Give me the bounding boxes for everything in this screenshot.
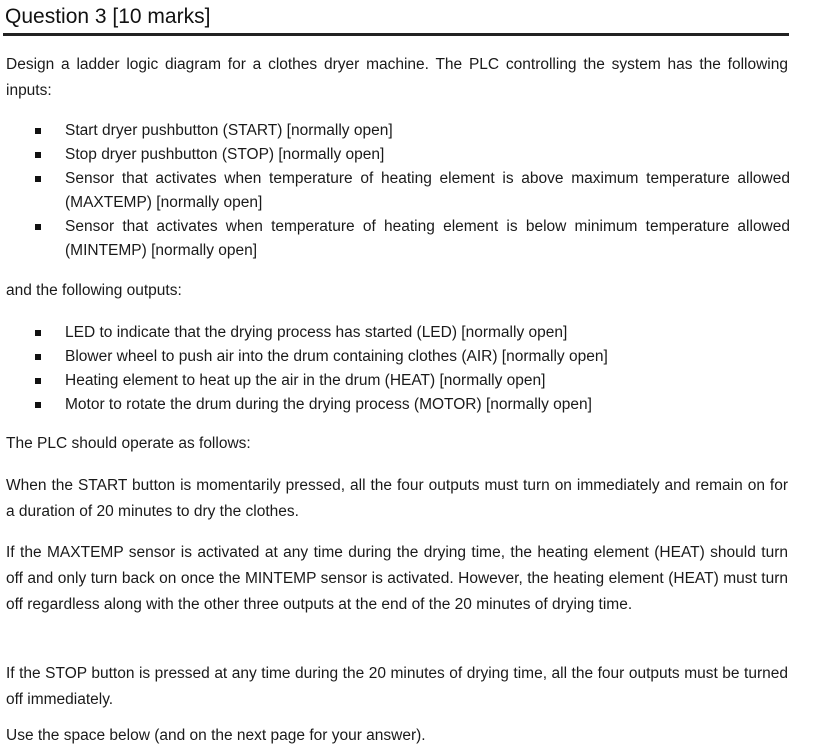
inputs-list xyxy=(0,119,790,263)
closing-paragraph: Use the space below (and on the next page for your answer). xyxy=(6,727,426,744)
bullet-icon xyxy=(35,330,41,336)
bullet-icon xyxy=(35,152,41,158)
list-item: Motor to rotate the drum during the drying process (MOTOR) [normally open] xyxy=(0,393,790,417)
maxtemp-paragraph: If the MAXTEMP sensor is activated at any time during the drying time, the heating element (HEAT) should turn off and only turn back on once the MINTEMP sensor is activated. However, the heating element (HEAT) must turn off regardless along with the other three outputs at the end of the 20 minutes of drying time. xyxy=(6,544,788,613)
list-item: Stop dryer pushbutton (STOP) [normally open] xyxy=(0,143,790,167)
list-item: Start dryer pushbutton (START) [normally open] xyxy=(0,119,790,143)
list-item: Sensor that activates when temperature of heating element is above maximum temperature allowed (MAXTEMP) [normally open] xyxy=(0,167,790,215)
bullet-icon xyxy=(35,128,41,134)
outputs-list xyxy=(0,321,790,417)
list-item: LED to indicate that the drying process has started (LED) [normally open] xyxy=(0,321,790,345)
list-item: Blower wheel to push air into the drum containing clothes (AIR) [normally open] xyxy=(0,345,790,369)
stop-paragraph: If the STOP button is pressed at any time during the 20 minutes of drying time, all the four outputs must be turned off immediately. xyxy=(6,665,788,708)
operation-intro: The PLC should operate as follows: xyxy=(6,435,251,452)
bullet-icon xyxy=(35,378,41,384)
start-paragraph: When the START button is momentarily pressed, all the four outputs must turn on immediately and remain on for a duration of 20 minutes to dry the clothes. xyxy=(6,477,788,520)
list-item: Heating element to heat up the air in the drum (HEAT) [normally open] xyxy=(0,369,790,393)
bullet-icon xyxy=(35,354,41,360)
bullet-icon xyxy=(35,176,41,182)
list-item: Sensor that activates when temperature of heating element is below minimum temperature allowed (MINTEMP) [normally open] xyxy=(0,215,790,263)
bullet-icon xyxy=(35,402,41,408)
outputs-intro: and the following outputs: xyxy=(6,282,182,299)
question-title: Question 3 [10 marks] xyxy=(5,5,211,28)
intro-paragraph: Design a ladder logic diagram for a clothes dryer machine. The PLC controlling the system has the following inputs: xyxy=(6,56,788,99)
title-underline xyxy=(3,33,789,36)
bullet-icon xyxy=(35,224,41,230)
